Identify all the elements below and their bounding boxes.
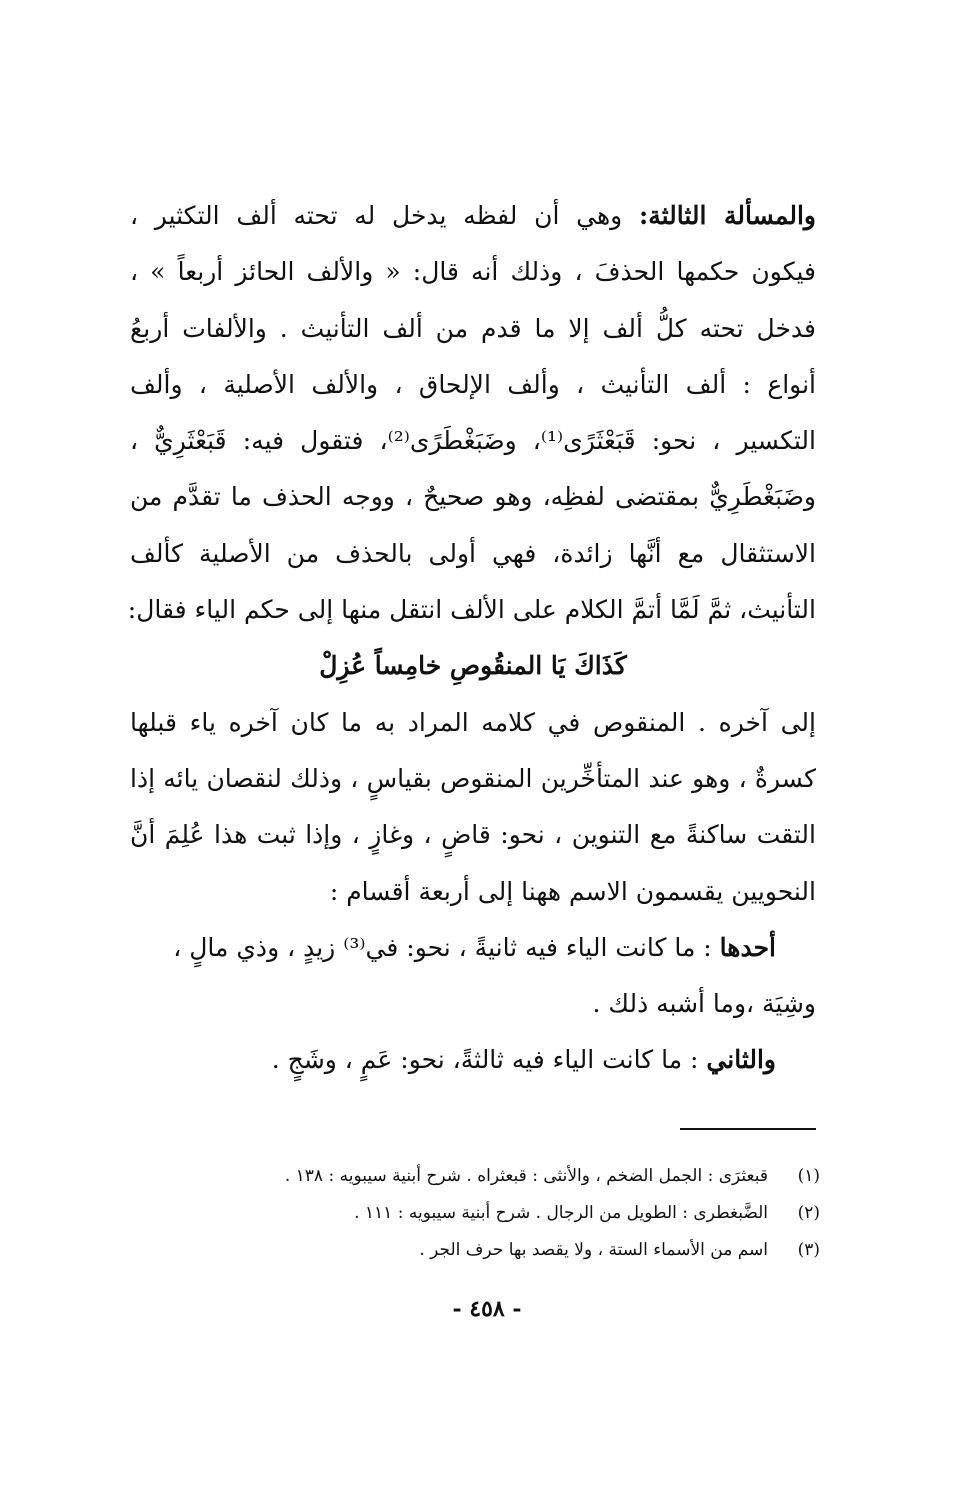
footnote-text: قبعثرَى : الجمل الضخم ، والأنثى : قبعثراه . شرح أبنية سيبويه : ١٣٨ . — [284, 1166, 768, 1186]
footnote-3 — [140, 1232, 820, 1269]
footnote-text: الضَّبغطرى : الطويل من الرجال . شرح أبنية سيبويه : ١١١ . — [354, 1203, 768, 1223]
text-line-13: أحدها : ما كانت الياء فيه ثانيةً ، نحو: في⁽³⁾ زيدٍ ، وذي مالٍ ، — [173, 932, 776, 962]
footnotes — [140, 1158, 820, 1269]
text-line-11: التقت ساكنةً مع التنوين ، نحو: قاضٍ ، وغازٍ ، وإذا ثبت هذا عُلِمَ أنَّ — [130, 820, 816, 850]
section-heading: والمسألة الثالثة: — [638, 201, 816, 230]
text-line-5: التكسير ، نحو: قَبَعْثَرًى⁽¹⁾، وضَبَغْطَرًى⁽²⁾، فتقول فيه: قَبَعْثَرِيٌّ ، — [130, 426, 816, 456]
footnote-2 — [140, 1195, 820, 1232]
footnote-1 — [140, 1158, 820, 1195]
footnote-number: (١) — [797, 1166, 820, 1186]
text-line-2: فيكون حكمها الحذفَ ، وذلك أنه قال: « والألف الحائز أربعاً » ، — [130, 257, 816, 287]
text-line-10: كسرةٌ ، وهو عند المتأخِّرين المنقوص بقياسٍ ، وذلك لنقصان يائه إذا — [130, 763, 816, 793]
category-heading-second: والثاني — [706, 1045, 776, 1075]
text-line-3: فدخل تحته كلُّ ألف إلا ما قدم من ألف التأنيث . والألفات أربعُ — [130, 313, 816, 343]
text-line-9: إلى آخره . المنقوص في كلامه المراد به ما كان آخره ياء قبلها — [130, 707, 816, 737]
page-number: - ٤٥٨ - — [452, 1296, 522, 1322]
text-line-7: الاستثقال مع أنَّها زائدة، فهي أولى بالحذف من الأصلية كألف — [130, 538, 816, 568]
footnote-number: (٣) — [797, 1240, 820, 1260]
text-line-14: وشِيَة ،وما أشبه ذلك . — [592, 989, 816, 1019]
category-heading-first: أحدها — [719, 932, 776, 962]
footnote-number: (٢) — [797, 1203, 820, 1223]
footnote-text: اسم من الأسماء الستة ، ولا يقصد بها حرف الجر . — [419, 1240, 768, 1260]
text-line-8: التأنيث، ثمَّ لَمَّا أتمَّ الكلام على الألف انتقل منها إلى حكم الياء فقال: — [127, 595, 816, 625]
text-line-1: والمسألة الثالثة: وهي أن لفظه يدخل له تحته ألف التكثير ، — [130, 201, 816, 230]
main-text — [127, 188, 816, 1089]
text-line-15: والثاني : ما كانت الياء فيه ثالثةً، نحو: عَمٍ ، وشَجٍ . — [271, 1045, 776, 1075]
text-line-12: النحويين يقسمون الاسم ههنا إلى أربعة أقسام : — [329, 876, 816, 906]
text-line-4: أنواع : ألف التأنيث ، وألف الإلحاق ، والألف الأصلية ، وألف — [130, 369, 816, 399]
verse-line: كَذَاكَ يَا المنقُوصِ خامِساً عُزِلْ — [319, 651, 627, 681]
text-line-6: وضَبَغْطَرِيٌّ بمقتضى لفظِه، وهو صحيحٌ ، ووجه الحذف ما تقدَّم من — [130, 482, 816, 512]
footnote-divider — [680, 1128, 816, 1130]
